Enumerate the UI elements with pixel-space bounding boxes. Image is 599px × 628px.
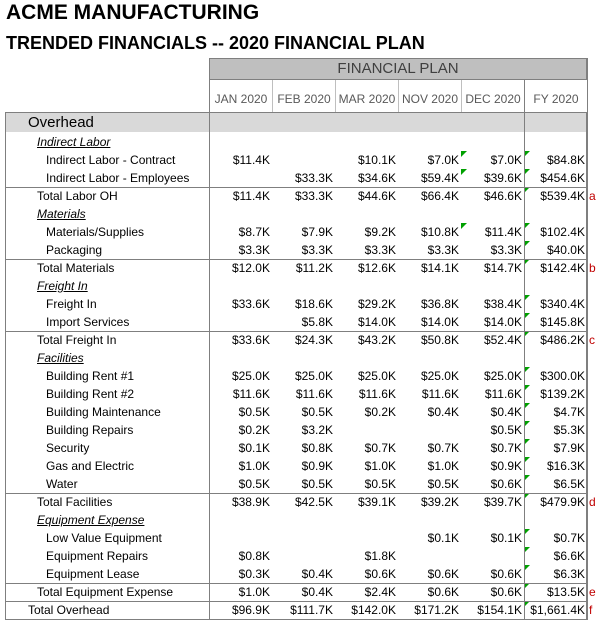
value-cell: $0.6K xyxy=(364,567,396,581)
row-label: Total Facilities xyxy=(37,495,113,509)
footnote-marker: a xyxy=(589,189,596,203)
value-cell: $4.7K xyxy=(553,405,585,419)
value-cell: $7.0K xyxy=(490,153,522,167)
value-cell: $39.6K xyxy=(483,171,522,185)
value-cell: $43.2K xyxy=(357,333,396,347)
value-cell: $11.2K xyxy=(295,261,333,275)
value-cell: $96.9K xyxy=(231,603,270,617)
value-cell xyxy=(524,511,587,529)
value-cell: $66.4K xyxy=(420,189,459,203)
value-cell: $59.4K xyxy=(420,171,459,185)
value-cell: $25.0K xyxy=(483,369,522,383)
value-cell: $11.6K xyxy=(421,387,459,401)
value-cell: $18.6K xyxy=(294,297,333,311)
cell-marker-icon xyxy=(461,151,467,157)
value-cell xyxy=(461,133,524,151)
value-cell xyxy=(461,547,524,565)
value-cell xyxy=(524,349,587,367)
value-cell xyxy=(335,529,398,547)
value-cell: $7.9K xyxy=(301,225,333,239)
value-cell: $0.6K xyxy=(490,585,522,599)
value-cell: $6.6K xyxy=(553,549,585,563)
value-cell: $10.8K xyxy=(420,225,459,239)
value-cell: $12.0K xyxy=(231,261,270,275)
value-cell: $39.1K xyxy=(357,495,396,509)
value-cell: $13.5K xyxy=(546,585,585,599)
value-cell xyxy=(209,529,272,547)
footnote-marker: e xyxy=(589,585,596,599)
value-cell xyxy=(398,421,461,439)
row-label: Import Services xyxy=(46,315,130,329)
value-cell: $0.9K xyxy=(490,459,522,473)
value-cell xyxy=(272,277,335,295)
value-cell xyxy=(524,277,587,295)
value-cell: $25.0K xyxy=(231,369,270,383)
value-cell: $34.6K xyxy=(357,171,396,185)
value-cell: $25.0K xyxy=(294,369,333,383)
value-cell: $9.2K xyxy=(364,225,396,239)
row-label: Packaging xyxy=(46,243,103,257)
value-cell: $142.4K xyxy=(540,261,585,275)
value-cell: $0.4K xyxy=(427,405,459,419)
column-header: JAN 2020 xyxy=(209,80,272,112)
value-cell: $11.6K xyxy=(295,387,333,401)
row-label: Low Value Equipment xyxy=(46,531,162,545)
table-row xyxy=(0,241,599,259)
table-row xyxy=(0,169,599,187)
row-label: Total Materials xyxy=(37,261,115,275)
value-cell: $539.4K xyxy=(540,189,585,203)
table-row xyxy=(0,367,599,385)
value-cell xyxy=(209,277,272,295)
value-cell xyxy=(209,511,272,529)
value-cell xyxy=(398,133,461,151)
row-label: Total Freight In xyxy=(37,333,117,347)
table-row xyxy=(0,565,599,583)
value-cell: $7.9K xyxy=(553,441,585,455)
footnote-marker: d xyxy=(589,495,596,509)
value-cell: $7.0K xyxy=(427,153,459,167)
value-cell: $6.3K xyxy=(553,567,585,581)
value-cell: $0.5K xyxy=(427,477,459,491)
row-label: Materials xyxy=(37,207,86,221)
value-cell xyxy=(398,205,461,223)
value-cell: $5.8K xyxy=(301,315,333,329)
value-cell xyxy=(272,547,335,565)
total-row xyxy=(0,583,599,601)
row-label: Water xyxy=(46,477,78,491)
value-cell: $3.3K xyxy=(301,243,333,257)
value-cell: $11.6K xyxy=(484,387,522,401)
value-cell: $3.2K xyxy=(301,423,333,437)
table-row xyxy=(0,385,599,403)
value-cell: $486.2K xyxy=(540,333,585,347)
value-cell: $8.7K xyxy=(238,225,270,239)
value-cell: $40.0K xyxy=(546,243,585,257)
value-cell: $0.5K xyxy=(238,477,270,491)
value-cell: $0.6K xyxy=(490,477,522,491)
value-cell: $102.4K xyxy=(540,225,585,239)
total-row xyxy=(0,187,599,205)
value-cell: $84.8K xyxy=(546,153,585,167)
value-cell: $0.8K xyxy=(301,441,333,455)
value-cell: $0.7K xyxy=(427,441,459,455)
value-cell: $0.7K xyxy=(553,531,585,545)
value-cell xyxy=(209,205,272,223)
value-cell: $3.3K xyxy=(490,243,522,257)
value-cell: $3.3K xyxy=(238,243,270,257)
row-label: Equipment Lease xyxy=(46,567,140,581)
value-cell: $142.0K xyxy=(351,603,396,617)
row-label: Freight In xyxy=(37,279,88,293)
row-label: Gas and Electric xyxy=(46,459,135,473)
total-row xyxy=(0,493,599,511)
value-cell: $50.8K xyxy=(420,333,459,347)
value-cell xyxy=(272,151,335,169)
value-cell: $0.1K xyxy=(490,531,522,545)
value-cell: $0.4K xyxy=(301,567,333,581)
group-header-row xyxy=(0,205,599,223)
value-cell xyxy=(398,349,461,367)
value-cell: $44.6K xyxy=(357,189,396,203)
table-row xyxy=(0,547,599,565)
value-cell: $0.1K xyxy=(238,441,270,455)
value-cell: $154.1K xyxy=(477,603,522,617)
row-label: Building Repairs xyxy=(46,423,134,437)
value-cell xyxy=(209,349,272,367)
table-row xyxy=(0,223,599,241)
value-cell: $25.0K xyxy=(420,369,459,383)
value-cell: $33.3K xyxy=(294,171,333,185)
row-label: Materials/Supplies xyxy=(46,225,145,239)
footnote-marker: c xyxy=(589,333,595,347)
value-cell: $10.1K xyxy=(357,153,396,167)
grid-line xyxy=(209,58,210,620)
column-header: FEB 2020 xyxy=(272,80,335,112)
value-cell xyxy=(461,205,524,223)
value-cell xyxy=(335,511,398,529)
value-cell: $14.0K xyxy=(420,315,459,329)
value-cell: $46.6K xyxy=(483,189,522,203)
company-title: ACME MANUFACTURING xyxy=(6,1,260,24)
value-cell: $0.4K xyxy=(301,585,333,599)
value-cell: $1.0K xyxy=(427,459,459,473)
value-cell: $0.2K xyxy=(364,405,396,419)
table-row xyxy=(0,313,599,331)
value-cell: $33.6K xyxy=(231,333,270,347)
total-divider xyxy=(5,601,587,602)
value-cell: $14.1K xyxy=(420,261,459,275)
value-cell xyxy=(272,133,335,151)
grid-line xyxy=(587,58,588,620)
value-cell: $33.6K xyxy=(231,297,270,311)
value-cell: $340.4K xyxy=(540,297,585,311)
value-cell: $0.7K xyxy=(364,441,396,455)
table-row xyxy=(0,439,599,457)
row-label: Building Rent #2 xyxy=(46,387,135,401)
value-cell xyxy=(272,205,335,223)
total-divider xyxy=(5,331,587,332)
value-cell xyxy=(524,205,587,223)
table-row xyxy=(0,475,599,493)
row-label: Total Labor OH xyxy=(37,189,118,203)
value-cell: $14.0K xyxy=(357,315,396,329)
value-cell: $11.4K xyxy=(232,153,270,167)
value-cell: $0.5K xyxy=(301,477,333,491)
row-label: Facilities xyxy=(37,351,84,365)
row-label: Security xyxy=(46,441,90,455)
value-cell xyxy=(461,511,524,529)
cell-marker-icon xyxy=(461,169,467,175)
grid-line xyxy=(524,80,525,620)
group-header-row xyxy=(0,511,599,529)
value-cell: $42.5K xyxy=(294,495,333,509)
row-label: Freight In xyxy=(46,297,97,311)
value-cell: $0.2K xyxy=(238,423,270,437)
column-header: MAR 2020 xyxy=(335,80,398,112)
row-label: Equipment Expense xyxy=(37,513,145,527)
group-header-row xyxy=(0,133,599,151)
total-divider xyxy=(5,259,587,260)
value-cell: $14.7K xyxy=(483,261,522,275)
value-cell: $3.3K xyxy=(364,243,396,257)
total-divider xyxy=(5,187,587,188)
value-cell: $39.7K xyxy=(483,495,522,509)
value-cell xyxy=(335,133,398,151)
value-cell xyxy=(398,511,461,529)
value-cell: $0.4K xyxy=(490,405,522,419)
table-row xyxy=(0,421,599,439)
value-cell: $1.8K xyxy=(364,549,396,563)
row-label: Building Maintenance xyxy=(46,405,161,419)
table-row xyxy=(0,457,599,475)
column-header: NOV 2020 xyxy=(398,80,461,112)
value-cell: $52.4K xyxy=(483,333,522,347)
value-cell: $16.3K xyxy=(546,459,585,473)
row-label: Total Equipment Expense xyxy=(37,585,174,599)
row-label: Indirect Labor xyxy=(37,135,111,149)
value-cell xyxy=(335,421,398,439)
value-cell: $11.6K xyxy=(358,387,396,401)
value-cell: $29.2K xyxy=(357,297,396,311)
value-cell: $6.5K xyxy=(553,477,585,491)
footnote-marker: b xyxy=(589,261,596,275)
row-label: Indirect Labor - Contract xyxy=(46,153,176,167)
value-cell: $1.0K xyxy=(364,459,396,473)
value-cell: $3.3K xyxy=(427,243,459,257)
value-cell: $0.6K xyxy=(490,567,522,581)
value-cell: $0.5K xyxy=(238,405,270,419)
total-row xyxy=(0,259,599,277)
value-cell: $39.2K xyxy=(420,495,459,509)
value-cell: $11.6K xyxy=(232,387,270,401)
table-row xyxy=(0,403,599,421)
value-cell: $0.9K xyxy=(301,459,333,473)
total-row xyxy=(0,601,599,619)
column-header: DEC 2020 xyxy=(461,80,524,112)
value-cell: $25.0K xyxy=(357,369,396,383)
value-cell xyxy=(272,511,335,529)
group-header-row xyxy=(0,349,599,367)
value-cell: $38.9K xyxy=(231,495,270,509)
value-cell xyxy=(209,133,272,151)
value-cell xyxy=(461,349,524,367)
total-divider xyxy=(5,493,587,494)
value-cell: $24.3K xyxy=(294,333,333,347)
total-row xyxy=(0,331,599,349)
row-label: Equipment Repairs xyxy=(46,549,149,563)
group-header-row xyxy=(0,277,599,295)
value-cell xyxy=(398,277,461,295)
value-cell: $0.1K xyxy=(427,531,459,545)
value-cell: $2.4K xyxy=(364,585,396,599)
table-row xyxy=(0,529,599,547)
value-cell: $145.8K xyxy=(540,315,585,329)
footnote-marker: f xyxy=(589,603,593,617)
value-cell xyxy=(335,277,398,295)
value-cell: $479.9K xyxy=(540,495,585,509)
value-cell xyxy=(335,205,398,223)
value-cell xyxy=(461,277,524,295)
value-cell: $0.7K xyxy=(490,441,522,455)
value-cell: $38.4K xyxy=(483,297,522,311)
value-cell: $0.6K xyxy=(427,567,459,581)
cell-marker-icon xyxy=(461,223,467,229)
row-label: Total Overhead xyxy=(28,603,110,617)
value-cell xyxy=(209,169,272,187)
value-cell: $12.6K xyxy=(357,261,396,275)
value-cell xyxy=(272,529,335,547)
value-cell xyxy=(272,349,335,367)
value-cell: $0.3K xyxy=(238,567,270,581)
value-cell: $14.0K xyxy=(483,315,522,329)
value-cell: $0.5K xyxy=(490,423,522,437)
value-cell: $0.6K xyxy=(427,585,459,599)
value-cell: $1,661.4K xyxy=(530,603,585,617)
row-label: Building Rent #1 xyxy=(46,369,135,383)
value-cell: $139.2K xyxy=(540,387,585,401)
report-subtitle: TRENDED FINANCIALS -- 2020 FINANCIAL PLAN xyxy=(6,33,425,53)
value-cell: $11.4K xyxy=(484,225,522,239)
value-cell xyxy=(209,313,272,331)
table-row xyxy=(0,295,599,313)
value-cell: $0.5K xyxy=(301,405,333,419)
value-cell: $454.6K xyxy=(540,171,585,185)
value-cell: $0.5K xyxy=(364,477,396,491)
value-cell: $36.8K xyxy=(420,297,459,311)
value-cell xyxy=(335,349,398,367)
row-label: Indirect Labor - Employees xyxy=(46,171,190,185)
value-cell: $0.8K xyxy=(238,549,270,563)
value-cell: $111.7K xyxy=(290,603,333,617)
value-cell xyxy=(524,133,587,151)
value-cell: $1.0K xyxy=(238,585,270,599)
section-label: Overhead xyxy=(28,114,94,131)
value-cell: $171.2K xyxy=(414,603,459,617)
value-cell: $33.3K xyxy=(294,189,333,203)
value-cell xyxy=(398,547,461,565)
total-divider xyxy=(5,583,587,584)
table-row xyxy=(0,151,599,169)
value-cell: $5.3K xyxy=(553,423,585,437)
value-cell: $1.0K xyxy=(238,459,270,473)
value-cell: $11.4K xyxy=(232,189,270,203)
column-header: FY 2020 xyxy=(524,80,587,112)
financial-plan-header: FINANCIAL PLAN xyxy=(209,58,587,80)
value-cell: $300.0K xyxy=(540,369,585,383)
